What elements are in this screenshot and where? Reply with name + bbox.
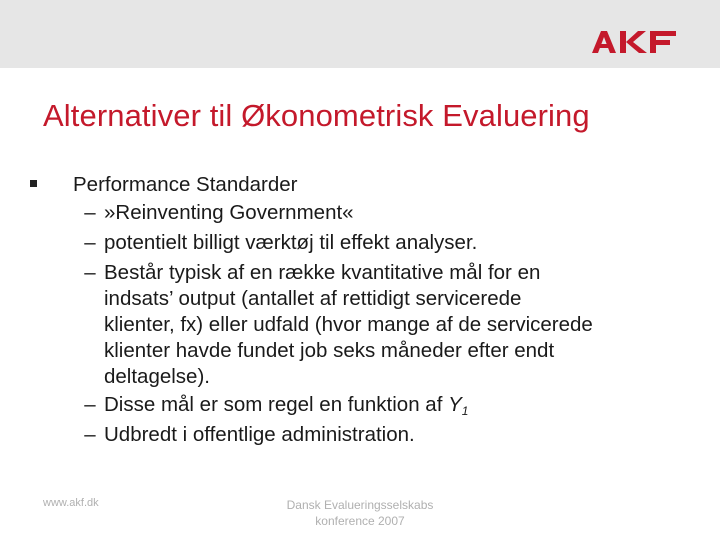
sub-item-line: deltagelse). — [104, 365, 210, 388]
square-bullet-icon — [30, 180, 37, 187]
sub-item-line: klienter, fx) eller udfald (hvor mange af de servicerede — [104, 313, 593, 336]
variable-subscript: 1 — [461, 404, 469, 418]
dash-marker: – — [84, 201, 96, 224]
dash-marker: – — [84, 231, 96, 254]
akf-logo — [592, 30, 684, 54]
sub-item-line: indsats’ output (antallet af rettidigt servicerede — [104, 287, 522, 310]
sub-item-prefix: Disse mål er som regel en funktion af — [104, 393, 443, 416]
dash-marker: – — [84, 423, 96, 446]
sub-item-text: potentielt billigt værktøj til effekt analyser. — [104, 231, 478, 254]
sub-item-text — [104, 392, 468, 424]
footer-url: www.akf.dk — [43, 497, 99, 509]
sub-item — [0, 422, 720, 452]
sub-item — [0, 260, 720, 392]
slide-content — [0, 170, 720, 452]
sub-item-line: Består typisk af en række kvantitative mål for en — [104, 261, 541, 284]
slide-title: Alternativer til Økonometrisk Evaluering — [43, 98, 590, 133]
sub-item-text: Udbredt i offentlige administration. — [104, 423, 415, 446]
dash-marker: – — [84, 393, 96, 416]
sub-item — [0, 230, 720, 260]
footer-line: Dansk Evalueringsselskabs — [286, 498, 434, 512]
bullet-item — [0, 170, 720, 200]
akf-logo-mark — [592, 30, 684, 54]
bullet-text: Performance Standarder — [73, 173, 298, 196]
footer-line: konference 2007 — [315, 514, 405, 528]
sub-item-line: klienter havde fundet job seks måneder efter endt — [104, 339, 555, 362]
sub-item — [0, 200, 720, 230]
sub-item-text — [104, 260, 684, 390]
dash-marker: – — [84, 261, 96, 284]
variable-y: Y — [448, 393, 462, 416]
footer-conference — [260, 497, 460, 529]
sub-item-text: »Reinventing Government« — [104, 201, 354, 224]
sub-item — [0, 392, 720, 422]
